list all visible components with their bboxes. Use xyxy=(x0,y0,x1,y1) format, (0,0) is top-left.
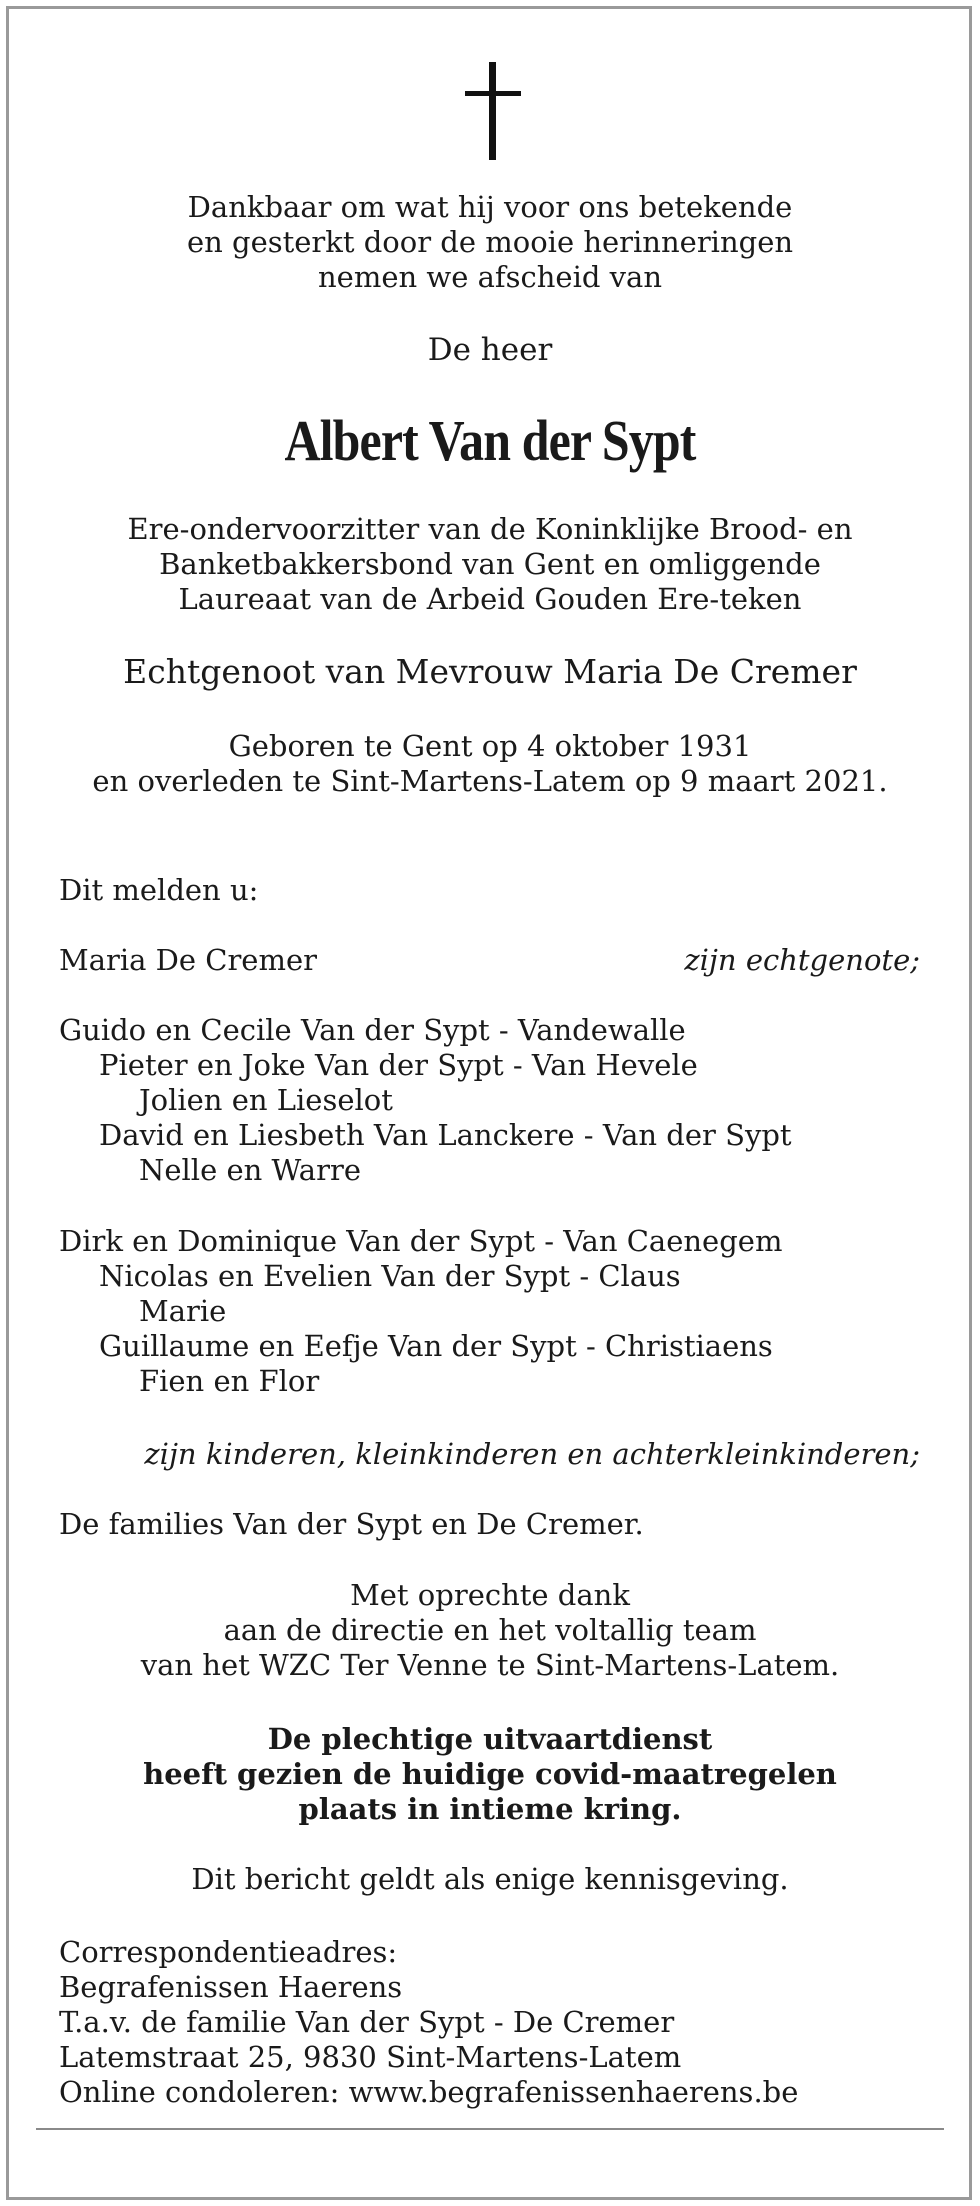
family-2-line-3: Marie xyxy=(139,1294,227,1328)
ceremony-line-3: plaats in intieme kring. xyxy=(298,1792,682,1826)
notice-line: Dit bericht geldt als enige kennisgeving. xyxy=(191,1862,789,1896)
family-2-line-4: Guillaume en Eefje Van der Sypt - Christiaens xyxy=(99,1329,773,1363)
family-2-line-1: Dirk en Dominique Van der Sypt - Van Caenegem xyxy=(59,1224,783,1258)
title-line-2: Banketbakkersbond van Gent en omliggende xyxy=(159,547,821,581)
families-line: De families Van der Sypt en De Cremer. xyxy=(59,1507,644,1541)
funeral-home: Begrafenissen Haerens xyxy=(59,1970,403,2004)
bottom-divider xyxy=(36,2128,944,2130)
spouse-line: Echtgenoot van Mevrouw Maria De Cremer xyxy=(123,652,857,691)
title-line-1: Ere-ondervoorzitter van de Koninklijke Brood- en xyxy=(127,512,853,546)
thanks-line-1: Met oprechte dank xyxy=(350,1578,630,1612)
ceremony-line-1: De plechtige uitvaartdienst xyxy=(267,1722,713,1756)
family-1-line-1: Guido en Cecile Van der Sypt - Vandewalle xyxy=(59,1013,686,1047)
thanks-line-2: aan de directie en het voltallig team xyxy=(223,1613,757,1647)
widow-name: Maria De Cremer xyxy=(59,943,317,977)
deceased-name: Albert Van der Sypt xyxy=(284,408,696,473)
birth-line: Geboren te Gent op 4 oktober 1931 xyxy=(228,729,752,763)
ceremony-line-2: heeft gezien de huidige covid-maatregelen xyxy=(143,1757,837,1791)
online-condolence-link[interactable]: Online condoleren: www.begrafenissenhaerens.be xyxy=(59,2075,799,2109)
title-line-3: Laureaat van de Arbeid Gouden Ere-teken xyxy=(178,582,802,616)
attention-line: T.a.v. de familie Van der Sypt - De Cremer xyxy=(59,2005,675,2039)
thanks-line-3: van het WZC Ter Venne te Sint-Martens-Latem. xyxy=(140,1648,840,1682)
intro-line-2: en gesterkt door de mooie herinneringen xyxy=(186,225,794,259)
address-line: Latemstraat 25, 9830 Sint-Martens-Latem xyxy=(59,2040,682,2074)
announce-line: Dit melden u: xyxy=(59,873,259,907)
intro-line-3: nemen we afscheid van xyxy=(318,260,662,294)
family-1-line-4: David en Liesbeth Van Lanckere - Van der Sypt xyxy=(99,1118,792,1152)
family-2-line-5: Fien en Flor xyxy=(139,1364,320,1398)
family-1-line-3: Jolien en Lieselot xyxy=(139,1083,393,1117)
intro-line-1: Dankbaar om wat hij voor ons betekende xyxy=(187,190,793,224)
children-role: zijn kinderen, kleinkinderen en achterkleinkinderen; xyxy=(144,1437,920,1471)
family-2-line-2: Nicolas en Evelien Van der Sypt - Claus xyxy=(99,1259,681,1293)
widow-role: zijn echtgenote; xyxy=(684,943,920,977)
family-1-line-5: Nelle en Warre xyxy=(139,1153,361,1187)
death-line: en overleden te Sint-Martens-Latem op 9 maart 2021. xyxy=(92,764,888,798)
correspondence-heading: Correspondentieadres: xyxy=(59,1935,398,1969)
cross-icon xyxy=(465,62,521,160)
honorific: De heer xyxy=(427,332,553,368)
family-1-line-2: Pieter en Joke Van der Sypt - Van Hevele xyxy=(99,1048,698,1082)
